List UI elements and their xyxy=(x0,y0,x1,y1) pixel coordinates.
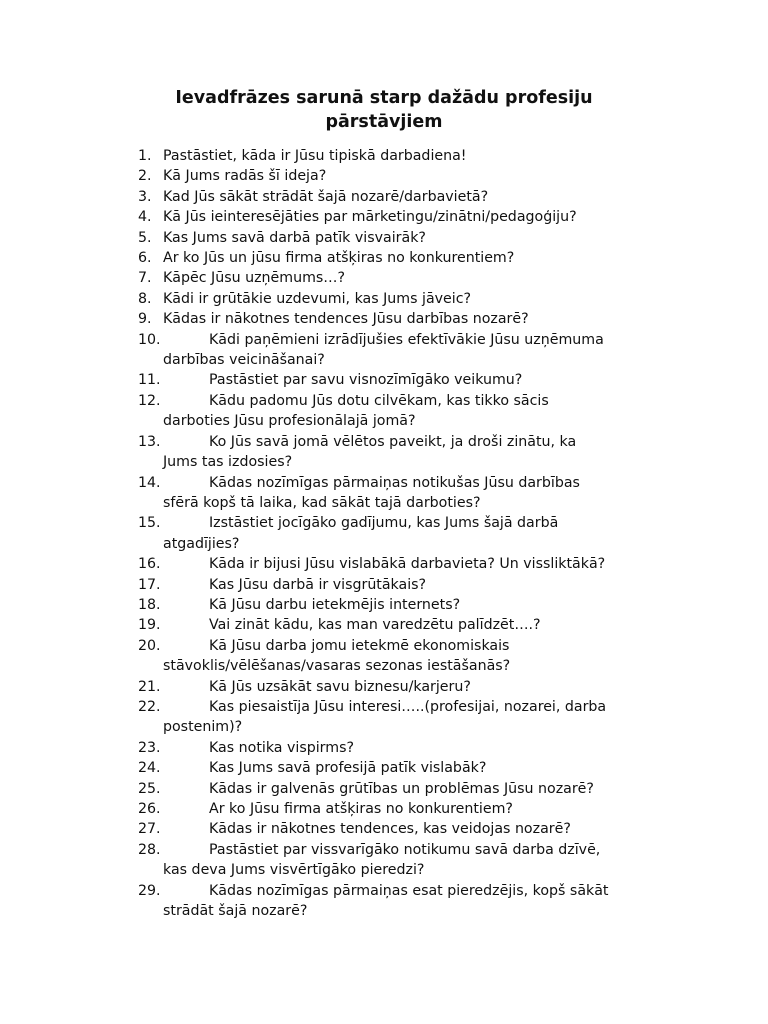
question-number: 27. xyxy=(138,821,161,838)
question-number: 9. xyxy=(138,311,152,328)
question-number: 15. xyxy=(138,515,161,532)
question-number: 8. xyxy=(138,290,152,307)
question-item xyxy=(138,595,658,615)
question-text: Kā Jūs ieinteresējāties par mārketingu/zinātni/pedagoģiju? xyxy=(163,209,577,226)
question-text: Kādas ir galvenās grūtības un problēmas Jūsu nozarē? xyxy=(209,780,594,797)
question-item xyxy=(138,554,658,574)
question-item xyxy=(138,697,658,738)
title-line-1: Ievadfrāzes sarunā starp dažādu profesiju xyxy=(175,88,593,108)
question-item xyxy=(138,779,658,799)
question-number: 21. xyxy=(138,678,161,695)
question-text-continuation: darboties Jūsu profesionālajā jomā? xyxy=(163,413,416,430)
question-number: 13. xyxy=(138,433,161,450)
question-item xyxy=(138,268,658,288)
question-text: Kā Jūsu darbu ietekmējis internets? xyxy=(209,596,461,613)
question-text: Kāpēc Jūsu uzņēmums…? xyxy=(163,270,346,287)
question-number: 6. xyxy=(138,250,152,267)
question-item xyxy=(138,738,658,758)
question-number: 12. xyxy=(138,392,161,409)
question-text: Kas notika vispirms? xyxy=(209,739,354,756)
question-text: Kas Jums savā profesijā patīk vislabāk? xyxy=(209,760,487,777)
question-text: Kāda ir bijusi Jūsu vislabākā darbavieta? Un vissliktākā? xyxy=(209,556,606,573)
question-item xyxy=(138,330,658,371)
question-item xyxy=(138,881,658,922)
question-text: Kādu padomu Jūs dotu cilvēkam, kas tikko sācis xyxy=(209,392,549,409)
question-number: 1. xyxy=(138,148,152,164)
question-item xyxy=(138,207,658,227)
question-number: 23. xyxy=(138,739,161,756)
question-item xyxy=(138,146,658,166)
document-title xyxy=(120,86,648,134)
question-item xyxy=(138,513,658,554)
question-text: Vai zināt kādu, kas man varedzētu palīdzēt….? xyxy=(209,617,541,634)
question-item xyxy=(138,432,658,473)
question-text: Kādi ir grūtākie uzdevumi, kas Jums jāveic? xyxy=(163,290,472,307)
question-number: 7. xyxy=(138,270,152,287)
question-text: Pastāstiet par savu visnozīmīgāko veikumu? xyxy=(209,372,523,389)
question-number: 18. xyxy=(138,596,161,613)
question-number: 22. xyxy=(138,698,161,715)
question-text-continuation: Jums tas izdosies? xyxy=(163,454,293,471)
question-text: Pastāstiet par vissvarīgāko notikumu savā darba dzīvē, xyxy=(209,841,601,858)
question-text: Ko Jūs savā jomā vēlētos paveikt, ja droši zinātu, ka xyxy=(209,433,577,450)
question-number: 20. xyxy=(138,637,161,654)
title-line-2: pārstāvjiem xyxy=(325,112,443,132)
question-text: Kad Jūs sākāt strādāt šajā nozarē/darbavietā? xyxy=(163,188,489,205)
question-item xyxy=(138,228,658,248)
question-number: 19. xyxy=(138,617,161,634)
question-text-continuation: stāvoklis/vēlēšanas/vasaras sezonas iestāšanās? xyxy=(163,658,511,675)
question-text: Kas Jūsu darbā ir visgrūtākais? xyxy=(209,576,427,593)
question-text: Kā Jūs uzsākāt savu biznesu/karjeru? xyxy=(209,678,471,695)
question-text-continuation: kas deva Jums visvērtīgāko pieredzi? xyxy=(163,862,425,879)
question-number: 16. xyxy=(138,556,161,573)
question-item xyxy=(138,840,658,881)
question-item xyxy=(138,309,658,329)
question-text: Pastāstiet, kāda ir Jūsu tipiskā darbadiena! xyxy=(163,148,467,164)
question-item xyxy=(138,248,658,268)
question-text: Kas piesaistīja Jūsu interesi…..(profesijai, nozarei, darba xyxy=(209,698,607,715)
question-number: 10. xyxy=(138,331,161,348)
question-text-continuation: sfērā kopš tā laika, kad sākāt tajā darboties? xyxy=(163,494,481,511)
question-item xyxy=(138,473,658,514)
question-number: 11. xyxy=(138,372,161,389)
question-item xyxy=(138,819,658,839)
question-number: 5. xyxy=(138,229,152,246)
question-number: 24. xyxy=(138,760,161,777)
question-item xyxy=(138,615,658,635)
question-number: 3. xyxy=(138,188,152,205)
question-item xyxy=(138,799,658,819)
question-text: Izstāstiet jocīgāko gadījumu, kas Jums šajā darbā xyxy=(209,515,559,532)
question-number: 25. xyxy=(138,780,161,797)
question-text-continuation: postenim)? xyxy=(163,719,243,736)
question-item xyxy=(138,636,658,677)
question-text-continuation: strādāt šajā nozarē? xyxy=(163,903,308,920)
question-number: 4. xyxy=(138,209,152,226)
question-text-continuation: atgadījies? xyxy=(163,535,240,552)
question-text: Kādas ir nākotnes tendences, kas veidojas nozarē? xyxy=(209,821,571,838)
question-text: Ar ko Jūsu firma atšķiras no konkurentiem? xyxy=(209,801,513,817)
question-number: 29. xyxy=(138,882,161,899)
question-number: 17. xyxy=(138,576,161,593)
question-text: Kā Jums radās šī ideja? xyxy=(163,168,327,185)
question-item xyxy=(138,758,658,778)
question-item xyxy=(138,391,658,432)
question-item xyxy=(138,289,658,309)
question-list xyxy=(138,146,658,921)
question-text: Kādi paņēmieni izrādījušies efektīvākie Jūsu uzņēmuma xyxy=(209,331,604,348)
question-item xyxy=(138,575,658,595)
question-number: 26. xyxy=(138,801,161,817)
question-text: Kādas ir nākotnes tendences Jūsu darbības nozarē? xyxy=(163,311,529,328)
question-text: Kas Jums savā darbā patīk visvairāk? xyxy=(163,229,426,246)
question-text: Ar ko Jūs un jūsu firma atšķiras no konkurentiem? xyxy=(163,250,515,267)
question-text-continuation: darbības veicināšanai? xyxy=(163,352,325,369)
question-item xyxy=(138,370,658,390)
question-item xyxy=(138,187,658,207)
question-item xyxy=(138,166,658,186)
question-text: Kādas nozīmīgas pārmaiņas notikušas Jūsu darbības xyxy=(209,474,580,491)
question-number: 2. xyxy=(138,168,152,185)
question-text: Kā Jūsu darba jomu ietekmē ekonomiskais xyxy=(209,637,510,654)
question-number: 28. xyxy=(138,841,161,858)
question-item xyxy=(138,677,658,697)
question-text: Kādas nozīmīgas pārmaiņas esat pieredzējis, kopš sākāt xyxy=(209,882,609,899)
question-number: 14. xyxy=(138,474,161,491)
